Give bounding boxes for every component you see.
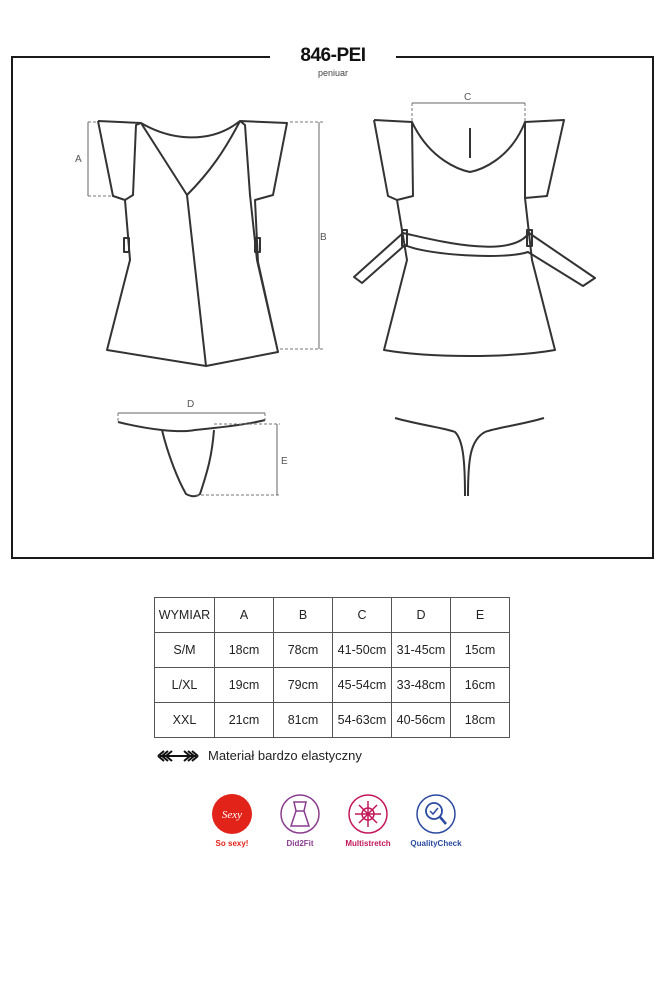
table-cell: 40-56cm	[392, 703, 451, 738]
table-cell: 18cm	[451, 703, 510, 738]
table-header-cell: D	[392, 598, 451, 633]
elastic-note	[156, 748, 362, 763]
table-header-cell: E	[451, 598, 510, 633]
table-row	[155, 668, 510, 703]
table-cell: 41-50cm	[333, 633, 392, 668]
table-header-cell: C	[333, 598, 392, 633]
stretch-arrow-icon	[156, 750, 200, 762]
table-cell: 21cm	[215, 703, 274, 738]
badge-label: So sexy!	[215, 839, 249, 848]
badge-quality-check	[402, 793, 470, 848]
product-type: peniuar	[317, 68, 349, 78]
table-cell: 33-48cm	[392, 668, 451, 703]
sexy-badge-text: Sexy	[221, 809, 243, 821]
table-cell: 78cm	[274, 633, 333, 668]
dim-label-c: C	[464, 92, 472, 103]
table-cell: XXL	[155, 703, 215, 738]
table-header-row	[155, 598, 510, 633]
table-cell: 54-63cm	[333, 703, 392, 738]
thong-front-drawing	[118, 420, 265, 496]
dim-label-a: A	[75, 154, 82, 165]
dim-label-d: D	[187, 399, 195, 410]
badge-multistretch	[334, 793, 402, 848]
table-cell: L/XL	[155, 668, 215, 703]
table-header-cell: WYMIAR	[155, 598, 215, 633]
badge-label: QualityCheck	[410, 839, 462, 848]
product-code: 846-PEI	[300, 45, 366, 66]
table-header-cell: B	[274, 598, 333, 633]
badge-label: Did2Fit	[286, 839, 314, 848]
table-cell: 16cm	[451, 668, 510, 703]
table-cell: 79cm	[274, 668, 333, 703]
table-cell: S/M	[155, 633, 215, 668]
sexy-badge-icon	[211, 793, 253, 835]
magnifier-check-icon	[415, 793, 457, 835]
table-cell: 81cm	[274, 703, 333, 738]
table-row	[155, 703, 510, 738]
table-cell: 18cm	[215, 633, 274, 668]
dress-fit-icon	[279, 793, 321, 835]
feature-badges	[198, 793, 470, 848]
table-cell: 45-54cm	[333, 668, 392, 703]
badge-did2fit	[266, 793, 334, 848]
table-header-cell: A	[215, 598, 274, 633]
badge-label: Multistretch	[345, 839, 391, 848]
thong-back-drawing	[395, 418, 544, 496]
table-cell: 31-45cm	[392, 633, 451, 668]
belt-drawing	[354, 233, 595, 286]
elastic-note-label: Materiał bardzo elastyczny	[208, 748, 362, 763]
dim-label-e: E	[281, 456, 288, 467]
robe-front-drawing	[98, 121, 287, 366]
size-table	[154, 597, 510, 738]
multistretch-icon	[347, 793, 389, 835]
badge-so-sexy	[198, 793, 266, 848]
table-cell: 19cm	[215, 668, 274, 703]
dim-label-b: B	[320, 232, 327, 243]
header	[270, 43, 396, 83]
table-row	[155, 633, 510, 668]
table-cell: 15cm	[451, 633, 510, 668]
